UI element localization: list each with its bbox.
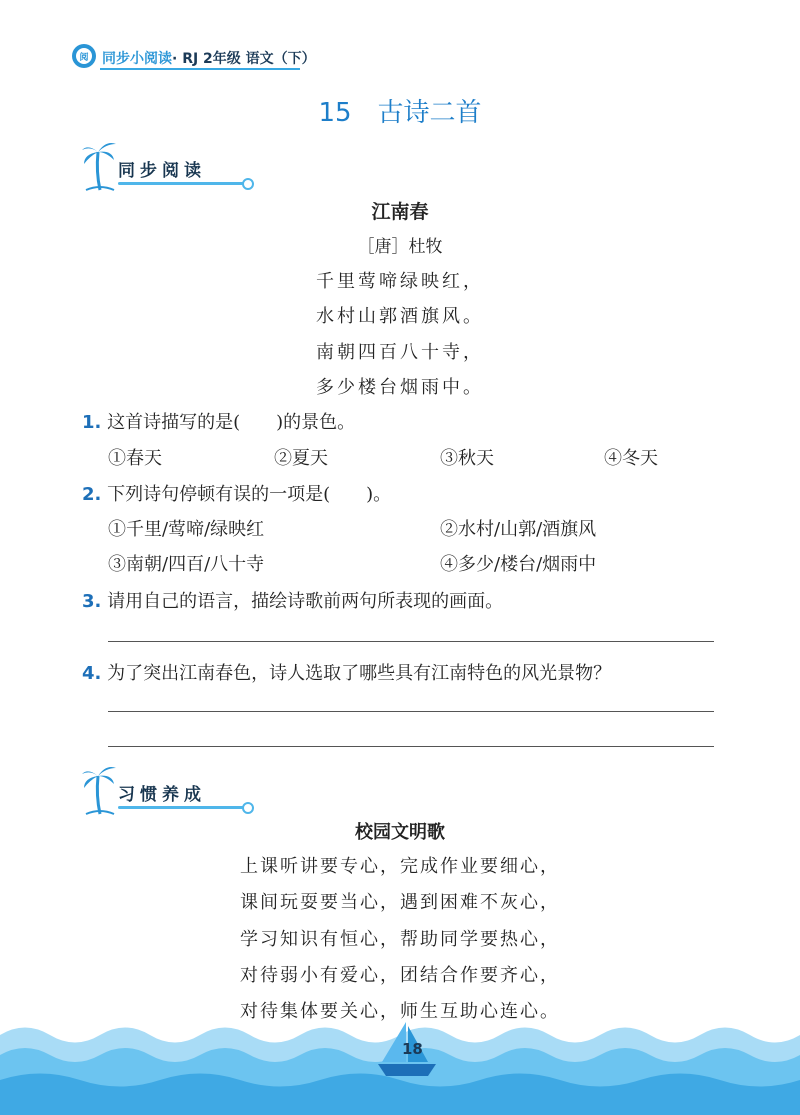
poem-line: 南朝四百八十寺， [316,342,484,363]
option-q2-3: ③南朝/四百/八十寺 [108,554,265,575]
svg-text:阅: 阅 [79,53,89,63]
song-line: 对待弱小有爱心，团结合作要齐心， [240,965,560,986]
section-habit-heading [82,762,262,822]
option-q1-4: ④冬天 [604,448,658,469]
song-title: 校园文明歌 [355,822,445,843]
header-divider [100,68,300,70]
question-2 [82,480,391,506]
question-text: 为了突出江南春色，诗人选取了哪些具有江南特色的风光景物？ [107,663,612,684]
poem-author: ［唐］杜牧 [357,237,443,257]
lesson-number: 15 [318,98,352,128]
series-name: 同步小阅读 [102,51,172,67]
section-habit-label: 习惯养成 [118,785,206,805]
question-number: 2. [82,484,102,505]
lesson-name: 古诗二首 [377,98,482,128]
poem-line: 水村山郭酒旗风。 [316,306,484,327]
header-text [102,48,316,68]
question-4 [82,659,611,685]
page-number: 18 [402,1040,423,1058]
lesson-title [0,92,800,129]
section-underline [118,806,244,809]
question-text: 请用自己的语言，描绘诗歌前两句所表现的画面。 [107,591,504,612]
question-text: 下列诗句停顿有误的一项是( )。 [107,484,392,505]
option-q2-1: ①千里/莺啼/绿映红 [108,519,265,540]
question-number: 4. [82,663,102,684]
song-line: 对待集体要关心，师生互助心连心。 [240,1001,560,1022]
option-q2-4: ④多少/楼台/烟雨中 [440,554,597,575]
option-q1-3: ③秋天 [440,448,494,469]
question-text: 这首诗描写的是( )的景色。 [107,412,356,433]
question-number: 1. [82,412,102,433]
poem-title: 江南春 [371,201,429,223]
section-reading-label: 同步阅读 [118,161,206,181]
answer-line-q4-2[interactable] [108,746,714,747]
poem-line: 多少楼台烟雨中。 [316,377,484,398]
series-info: · RJ 2年级 语文（下） [172,51,316,67]
answer-line-q4-1[interactable] [108,711,714,712]
section-reading-heading [82,138,262,198]
song-line: 上课听讲要专心，完成作业要细心， [240,856,560,877]
song-line: 课间玩耍要当心，遇到困难不灰心， [240,892,560,913]
section-dot [242,178,254,190]
page-header [70,40,316,70]
section-dot [242,802,254,814]
question-3 [82,587,503,613]
option-q1-2: ②夏天 [274,448,328,469]
book-logo-icon [70,42,98,70]
question-1 [82,408,355,434]
song-line: 学习知识有恒心，帮助同学要热心， [240,929,560,950]
option-q2-2: ②水村/山郭/酒旗风 [440,519,597,540]
poem-line: 千里莺啼绿映红， [316,271,484,292]
section-underline [118,182,244,185]
question-number: 3. [82,591,102,612]
option-q1-1: ①春天 [108,448,162,469]
answer-line-q3[interactable] [108,641,714,642]
